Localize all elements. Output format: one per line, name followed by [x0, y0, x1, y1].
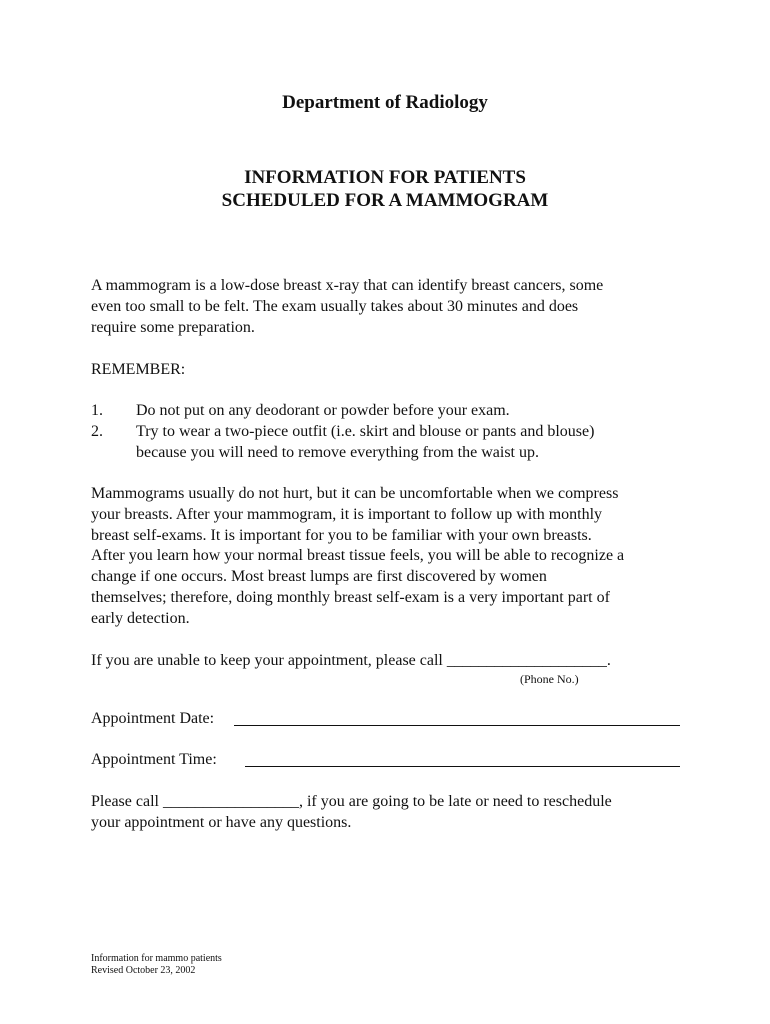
list-item-number: 1.: [91, 402, 103, 419]
appointment-time-field[interactable]: [245, 766, 680, 767]
footer-line: Information for mammo patients: [91, 953, 222, 964]
self-exam-paragraph: [91, 484, 691, 630]
intro-line: require some preparation.: [91, 318, 255, 336]
title-line-2: SCHEDULED FOR A MAMMOGRAM: [221, 190, 549, 211]
late-line: Please call _________________, if you are going to be late or need to reschedule: [91, 793, 612, 810]
paragraph-line: themselves; therefore, doing monthly breast self-exam is a very important part of: [91, 588, 610, 606]
paragraph-line: early detection.: [91, 609, 190, 627]
document-footer: [91, 953, 222, 977]
document-title: [0, 166, 770, 212]
department-heading: Department of Radiology: [282, 92, 488, 113]
appointment-date-field[interactable]: [234, 725, 680, 726]
list-item-text: because you will need to remove everything from the waist up.: [136, 443, 539, 461]
list-item-number: 2.: [91, 422, 103, 440]
phone-number-caption: (Phone No.): [520, 672, 579, 686]
appointment-time-label: Appointment Time:: [91, 751, 217, 768]
list-item: [91, 401, 691, 422]
intro-line: even too small to be felt. The exam usually takes about 30 minutes and does: [91, 297, 579, 315]
appointment-date-label: Appointment Date:: [91, 710, 215, 727]
paragraph-line: Mammograms usually do not hurt, but it can be uncomfortable when we compress: [91, 485, 619, 502]
list-item-text: Try to wear a two-piece outfit (i.e. skirt and blouse or pants and blouse): [136, 422, 595, 440]
footer-line: Revised October 23, 2002: [91, 965, 196, 976]
paragraph-line: change if one occurs. Most breast lumps are first discovered by women: [91, 568, 547, 586]
title-line-1: INFORMATION FOR PATIENTS: [244, 167, 526, 188]
paragraph-line: After you learn how your normal breast tissue feels, you will be able to recognize a: [91, 547, 625, 565]
late-instructions: [91, 792, 691, 834]
cancel-instructions: If you are unable to keep your appointment, please call ____________________.: [91, 652, 611, 669]
remember-heading: REMEMBER:: [91, 361, 186, 378]
late-line: your appointment or have any questions.: [91, 813, 352, 831]
list-item-text: Do not put on any deodorant or powder before your exam.: [136, 402, 510, 419]
paragraph-line: your breasts. After your mammogram, it is important to follow up with monthly: [91, 505, 603, 523]
paragraph-line: breast self-exams. It is important for you to be familiar with your own breasts.: [91, 526, 592, 544]
list-item: [91, 422, 691, 464]
intro-line: A mammogram is a low-dose breast x-ray that can identify breast cancers, some: [91, 277, 604, 294]
intro-paragraph: [91, 276, 691, 338]
remember-list: [91, 401, 691, 463]
